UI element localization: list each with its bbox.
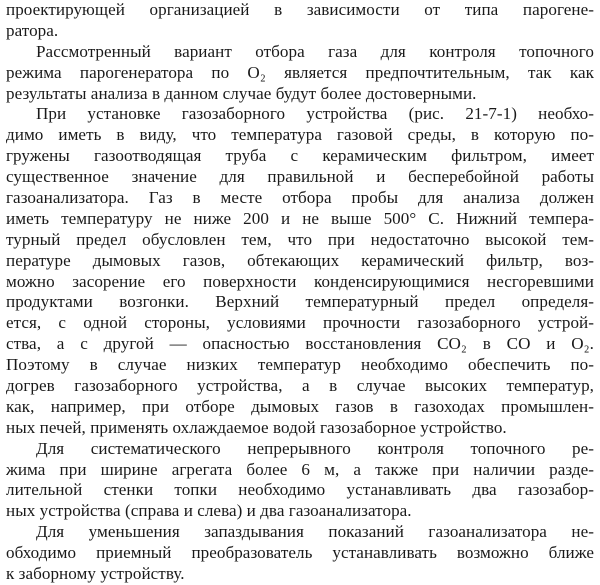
document-page bbox=[6, 0, 594, 585]
text-line: жима при ширине агрегата более 6 м, а также при наличии разде- bbox=[6, 459, 594, 479]
text-line: димо иметь в виду, что температура газовой среды, в которую по- bbox=[6, 125, 594, 145]
text-line: иметь температуру не ниже 200 и не выше 500° С. Нижний темпера- bbox=[6, 208, 594, 228]
text-line: результаты анализа в данном случае будут более достоверными. bbox=[6, 83, 477, 103]
text-line: лительной стенки топки необходимо устанавливать два газозабор- bbox=[6, 480, 594, 500]
text-line: обходимо приемный преобразователь устанавливать возможно ближе bbox=[6, 543, 594, 563]
text-line: Для уменьшения запаздывания показаний газоанализатора не- bbox=[36, 522, 594, 542]
text-line: газоанализатора. Газ в месте отбора пробы для анализа должен bbox=[6, 188, 594, 208]
paragraph-4 bbox=[6, 439, 594, 523]
paragraph-5 bbox=[6, 522, 594, 585]
text-line: Поэтому в случае низких температур необходимо обеспечить по- bbox=[6, 355, 594, 375]
text-line: пературе дымовых газов, обтекающих керамический фильтр, воз- bbox=[6, 250, 594, 270]
text-line: к заборному устройству. bbox=[6, 564, 185, 584]
text-line: Рассмотренный вариант отбора газа для контроля топочного bbox=[36, 41, 594, 61]
paragraph-1 bbox=[6, 0, 594, 42]
text-line: При установке газозаборного устройства (рис. 21-7-1) необхо- bbox=[36, 104, 594, 124]
text-line: турный предел обусловлен тем, что при недостаточно высокой тем- bbox=[6, 229, 594, 249]
paragraph-2 bbox=[6, 42, 594, 105]
text-line: проектирующей организацией в зависимости от типа парогене- bbox=[6, 0, 594, 19]
text-line: существенное значение для правильной и бесперебойной работы bbox=[6, 167, 594, 187]
text-line: как, например, при отборе дымовых газов в газоходах промышлен- bbox=[6, 396, 594, 416]
text-line: ных печей, применять охлаждаемое водой газозаборное устройство. bbox=[6, 417, 507, 437]
text-line: можно засорение его поверхности конденсирующимися несгоревшими bbox=[6, 271, 594, 291]
text-line: ства, а с другой — опасностью восстановления CO₂ в CO и O₂. bbox=[6, 334, 594, 354]
text-line: Для систематического непрерывного контроля топочного ре- bbox=[36, 438, 594, 458]
text-line: режима парогенератора по O₂ является предпочтительным, так как bbox=[6, 62, 594, 82]
text-line: ных устройства (справа и слева) и два газоанализатора. bbox=[6, 501, 412, 521]
paragraph-3 bbox=[6, 104, 594, 438]
text-line: догрев газозаборного устройства, а в случае высоких температур, bbox=[6, 376, 594, 396]
text-line: ется, с одной стороны, условиями прочности газозаборного устрой- bbox=[6, 313, 594, 333]
text-line: ратора. bbox=[6, 20, 59, 40]
text-line: продуктами возгонки. Верхний температурный предел определя- bbox=[6, 292, 594, 312]
text-line: гружены газоотводящая труба с керамическим фильтром, имеет bbox=[6, 146, 594, 166]
